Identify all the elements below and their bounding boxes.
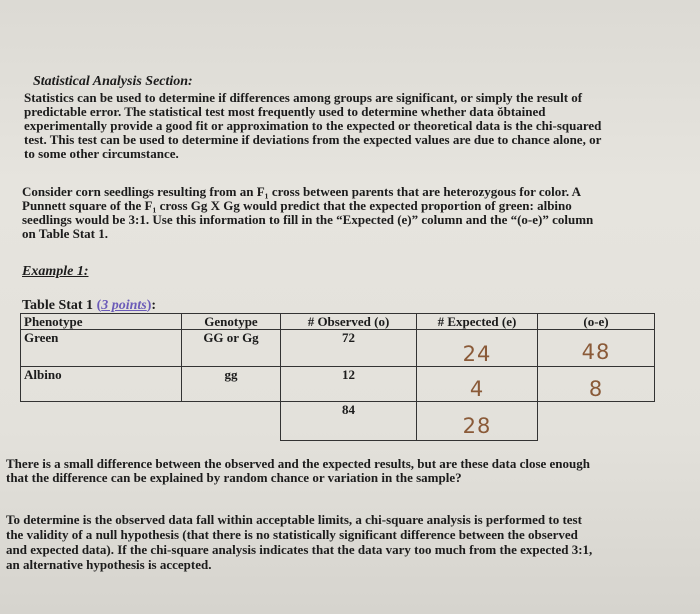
cell-phenotype: Green bbox=[21, 330, 182, 367]
corn-line: seedlings would be 3:1. Use this information to fill in the “Expected (e)” column and the “(o-e)” column bbox=[22, 212, 594, 227]
corn-line: Punnett square of the F₁ cross Gg X Gg would predict that the expected proportion of green: albino bbox=[22, 198, 572, 213]
table-title-text: Table Stat 1 bbox=[22, 298, 94, 313]
cell-phenotype: Albino bbox=[21, 367, 182, 402]
cell-diff[interactable]: 48 bbox=[581, 340, 611, 364]
header-diff: (o-e) bbox=[538, 314, 655, 330]
table-points: 3 points bbox=[101, 298, 147, 313]
corn-line: Consider corn seedlings resulting from an F₁ cross between parents that are heterozygous for color. A bbox=[22, 184, 582, 199]
stat-table bbox=[20, 313, 655, 441]
null-hypothesis-term: null hypothesis bbox=[95, 527, 180, 542]
intro-line: to some other circumstance. bbox=[24, 146, 179, 161]
corn-line: on Table Stat 1. bbox=[22, 226, 108, 241]
header-expected: # Expected (e) bbox=[417, 314, 538, 330]
cell-expected[interactable]: 4 bbox=[469, 377, 485, 401]
table-title: Table Stat 1 (3 points): bbox=[22, 298, 157, 313]
cell-observed: 72 bbox=[281, 330, 417, 367]
intro-line: predictable error. The statistical test most frequently used to determine whether data ŏbtained bbox=[24, 104, 546, 119]
table-total-row bbox=[21, 402, 655, 441]
intro-paragraph bbox=[24, 91, 601, 161]
example-label: Example 1: bbox=[22, 264, 89, 279]
table-header-row bbox=[21, 314, 655, 330]
intro-line: Statistics can be used to determine if differences among groups are significant, or simply the result of bbox=[24, 90, 583, 105]
chi-line: an alternative hypothesis is accepted. bbox=[6, 557, 212, 572]
cell-total-expected[interactable]: 28 bbox=[462, 414, 492, 438]
table-row bbox=[21, 330, 655, 367]
cell-observed: 12 bbox=[281, 367, 417, 402]
cell-genotype: gg bbox=[182, 367, 281, 402]
chi-line: To determine is the observed data fall within acceptable limits, a chi-square analysis is performed to test bbox=[6, 512, 582, 527]
intro-line: test. This test can be used to determine if deviations from the expected values are due to chance alone, or bbox=[24, 132, 602, 147]
alternative-hypothesis-term: alternative hypothesis bbox=[22, 557, 145, 572]
cell-expected[interactable]: 24 bbox=[462, 342, 492, 366]
chi-square-paragraph bbox=[6, 512, 592, 572]
question-line: that the difference can be explained by random chance or variation in the sample? bbox=[6, 470, 462, 485]
question-paragraph bbox=[6, 457, 590, 485]
table-row bbox=[21, 367, 655, 402]
cell-total-observed: 84 bbox=[281, 402, 417, 441]
intro-line: experimentally provide a good fit or approximation to the expected or theoretical data is the chi-squared bbox=[24, 118, 602, 133]
corn-paragraph bbox=[22, 185, 593, 241]
section-title: Statistical Analysis Section: bbox=[33, 74, 193, 89]
header-phenotype: Phenotype bbox=[21, 314, 182, 330]
question-line: There is a small difference between the observed and the expected results, but are these data close enough bbox=[6, 456, 590, 471]
cell-diff[interactable]: 8 bbox=[588, 377, 604, 401]
chi-line: the validity of a null hypothesis (that there is no statistically significant difference between the observed bbox=[6, 527, 578, 542]
header-observed: # Observed (o) bbox=[281, 314, 417, 330]
chi-line: and expected data). If the chi-square analysis indicates that the data vary too much from the expected 3:1, bbox=[6, 542, 593, 557]
header-genotype: Genotype bbox=[182, 314, 281, 330]
cell-genotype: GG or Gg bbox=[182, 330, 281, 367]
